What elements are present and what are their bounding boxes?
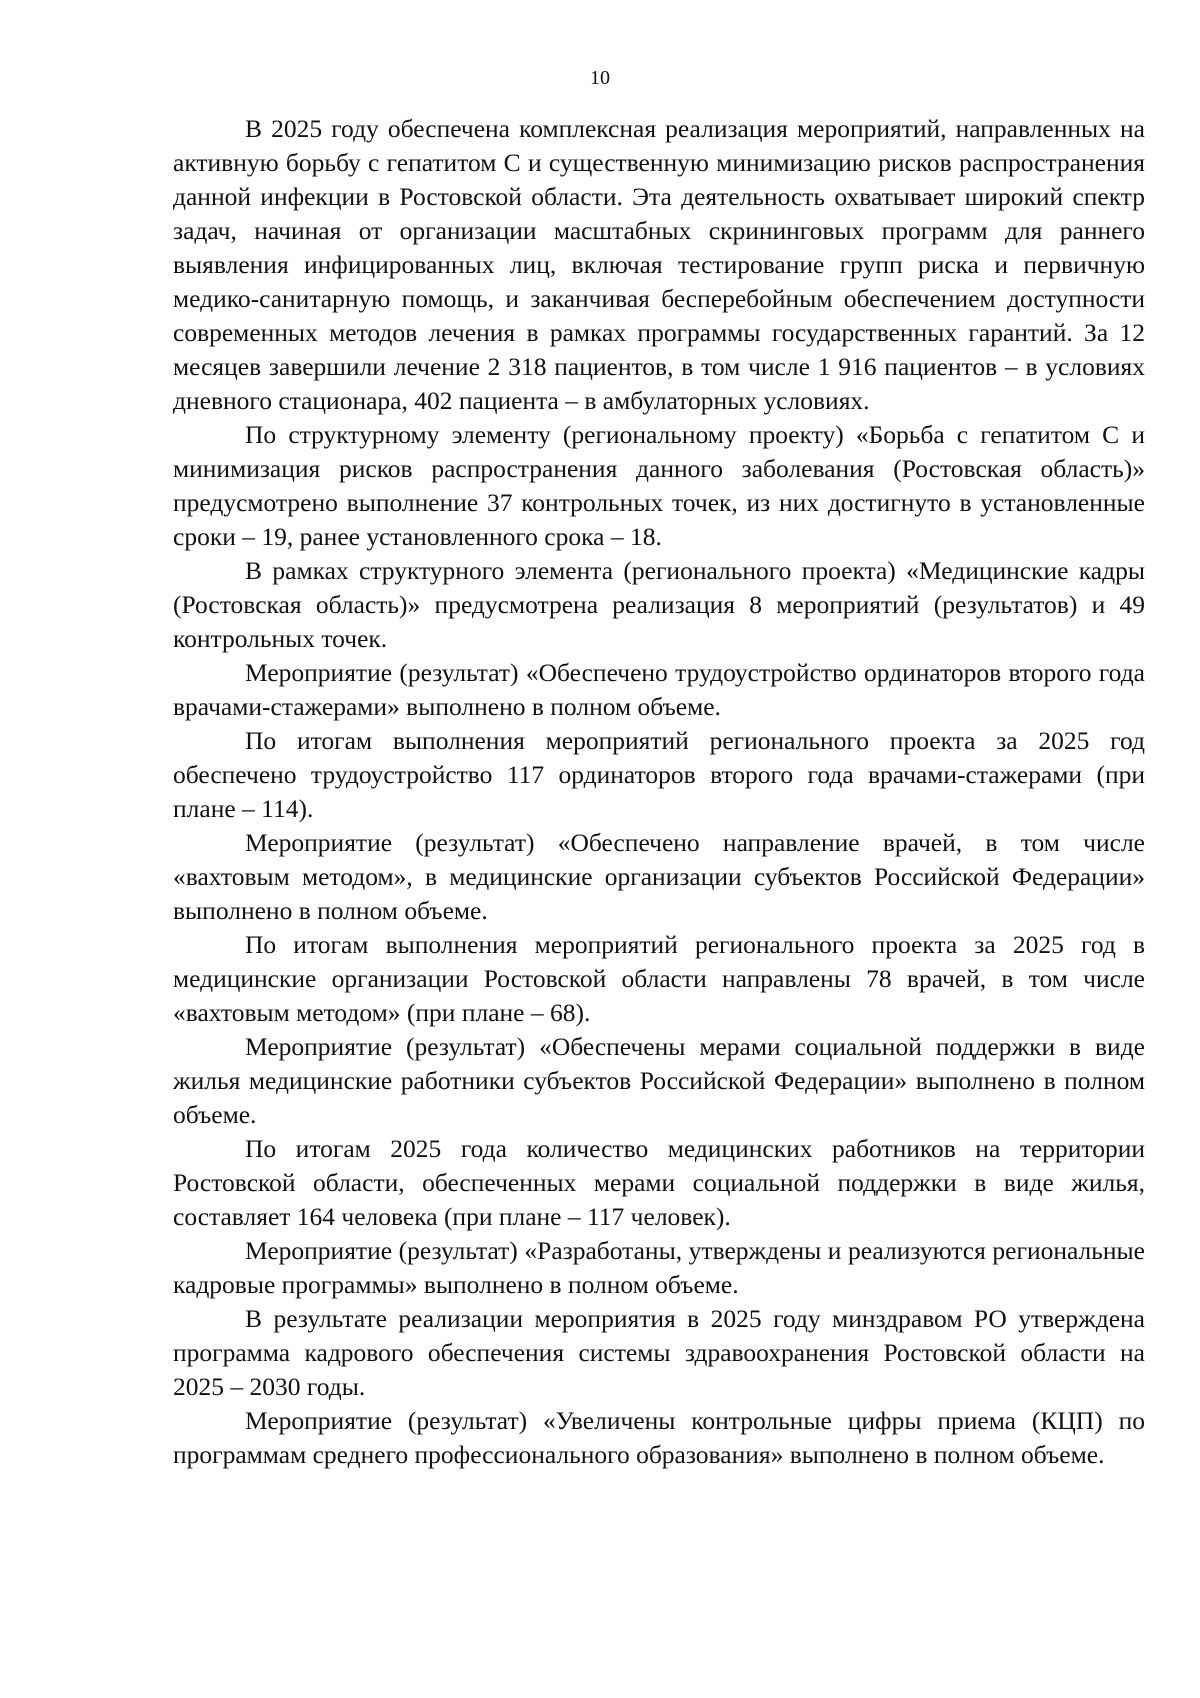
- paragraph-staffing-programs-event: Мероприятие (результат) «Разработаны, утверждены и реализуются региональные кадровые программы» выполнено в полном объеме.: [173, 1236, 1145, 1299]
- paragraph-resident-employment-event: Мероприятие (результат) «Обеспечено трудоустройство ординаторов второго года врачами-стажерами» выполнено в полном объеме.: [173, 658, 1145, 721]
- paragraph-staffing-programs-result: В результате реализации мероприятия в 2025 году минздравом РО утверждена программа кадрового обеспечения системы здравоохранения Ростовской области на 2025 – 2030 годы.: [173, 1304, 1145, 1401]
- paragraph-hepatitis-control-points: По структурному элементу (региональному проекту) «Борьба с гепатитом С и минимизация рисков распространения данного заболевания (Ростовская область)» предусмотрено выполнение 37 контрольных точек, из них достигнуто в установленные сроки – 19, ранее установленного срока – 18.: [173, 420, 1145, 551]
- paragraph-doctor-referral-result: По итогам выполнения мероприятий регионального проекта за 2025 год в медицинские организации Ростовской области направлены 78 врачей, в том числе «вахтовым методом» (при плане – 68).: [173, 930, 1145, 1027]
- paragraph-admission-quotas-event: Мероприятие (результат) «Увеличены контрольные цифры приема (КЦП) по программам среднего профессионального образования» выполнено в полном объеме.: [173, 1406, 1145, 1469]
- paragraph-resident-employment-result: По итогам выполнения мероприятий регионального проекта за 2025 год обеспечено трудоустройство 117 ординаторов второго года врачами-стажерами (при плане – 114).: [173, 726, 1145, 823]
- paragraph-housing-support-result: По итогам 2025 года количество медицинских работников на территории Ростовской области, обеспеченных мерами социальной поддержки в виде жилья, составляет 164 человека (при плане – 117 человек).: [173, 1134, 1145, 1231]
- paragraph-medical-staff-project: В рамках структурного элемента (регионального проекта) «Медицинские кадры (Ростовская область)» предусмотрена реализация 8 мероприятий (результатов) и 49 контрольных точек.: [173, 556, 1145, 653]
- paragraph-housing-support-event: Мероприятие (результат) «Обеспечены мерами социальной поддержки в виде жилья медицинские работники субъектов Российской Федерации» выполнено в полном объеме.: [173, 1032, 1145, 1129]
- paragraph-doctor-referral-event: Мероприятие (результат) «Обеспечено направление врачей, в том числе «вахтовым методом», в медицинские организации субъектов Российской Федерации» выполнено в полном объеме.: [173, 828, 1145, 925]
- paragraph-hepatitis-summary: В 2025 году обеспечена комплексная реализация мероприятий, направленных на активную борьбу с гепатитом С и существенную минимизацию рисков распространения данной инфекции в Ростовской области. Эта деятельность охватывает широкий спектр задач, начиная от организации масштабных скрининговых программ для раннего выявления инфицированных лиц, включая тестирование групп риска и первичную медико-санитарную помощь, и заканчивая бесперебойным обеспечением доступности современных методов лечения в рамках программы государственных гарантий. За 12 месяцев завершили лечение 2 318 пациентов, в том числе 1 916 пациентов – в условиях дневного стационара, 402 пациента – в амбулаторных условиях.: [173, 114, 1145, 415]
- page-number: 10: [590, 67, 610, 89]
- document-body: [173, 112, 1145, 1472]
